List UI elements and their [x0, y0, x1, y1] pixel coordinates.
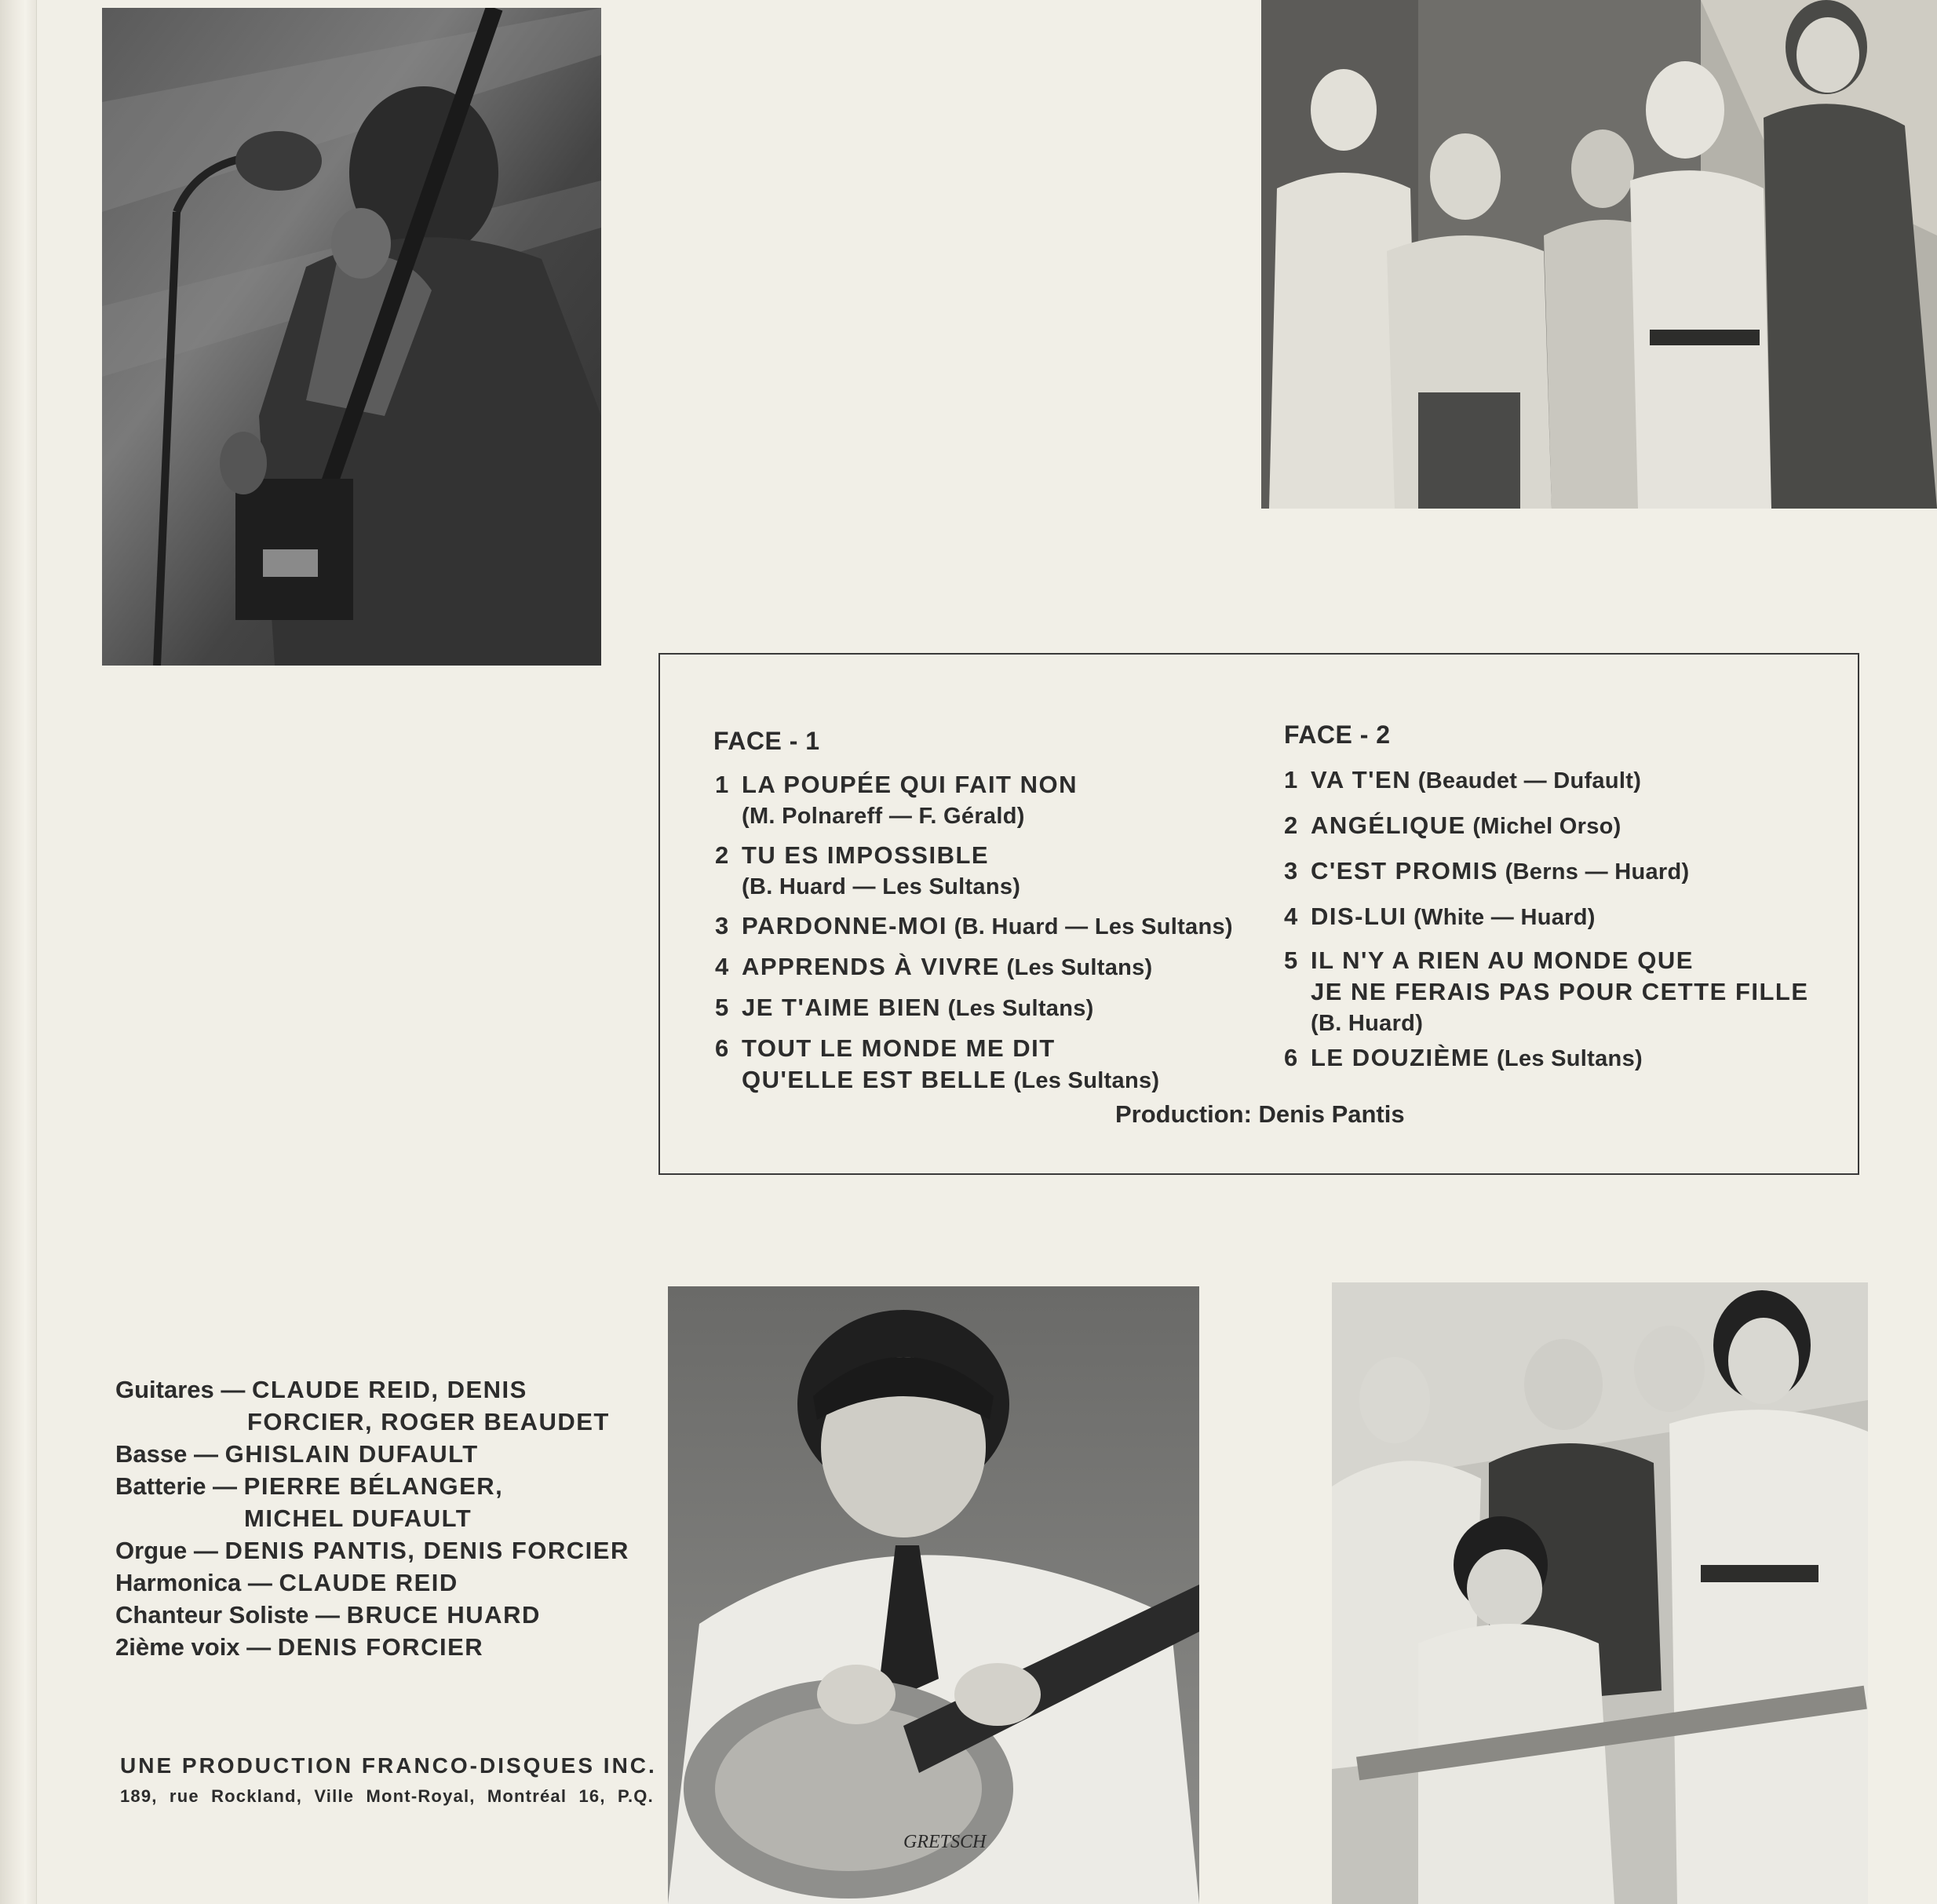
credit-guitares: Guitares — CLAUDE REID, DENIS [115, 1376, 527, 1403]
credit-chanteur-soliste: Chanteur Soliste — BRUCE HUARD [115, 1601, 541, 1629]
photo-performer-microphone [102, 8, 601, 666]
face-1-track-1: 1 LA POUPÉE QUI FAIT NON (M. Polnareff — F. Gérald) [715, 771, 1078, 829]
credit-batterie-cont: MICHEL DUFAULT [244, 1505, 472, 1532]
album-spine-edge [0, 0, 37, 1904]
credit-orgue: Orgue — DENIS PANTIS, DENIS FORCIER [115, 1537, 629, 1564]
credit-basse: Basse — GHISLAIN DUFAULT [115, 1440, 479, 1468]
tracklist-box [658, 653, 1859, 1175]
credit-batterie: Batterie — PIERRE BÉLANGER, [115, 1472, 504, 1500]
face-1-track-4: 4 APPRENDS À VIVRE (Les Sultans) [715, 953, 1153, 980]
credit-guitares-cont: FORCIER, ROGER BEAUDET [247, 1408, 610, 1435]
production-credit: Production: Denis Pantis [1115, 1100, 1405, 1128]
credit-harmonica: Harmonica — CLAUDE REID [115, 1569, 458, 1596]
musician-credits [115, 1373, 665, 1663]
photo-band-group-building [1261, 0, 1937, 509]
face-1-track-6: 6 TOUT LE MONDE ME DIT QU'ELLE EST BELLE (Les Sultans) [715, 1034, 1160, 1093]
face-2-track-5: 5 IL N'Y A RIEN AU MONDE QUE JE NE FERAIS PAS POUR CETTE FILLE (B. Huard) [1284, 947, 1809, 1036]
face-2-track-2: 2 ANGÉLIQUE (Michel Orso) [1284, 812, 1621, 839]
record-label-line: UNE PRODUCTION FRANCO-DISQUES INC. [120, 1753, 657, 1778]
record-label-address: 189, rue Rockland, Ville Mont-Royal, Montréal 16, P.Q. [120, 1786, 654, 1806]
face-1-track-5: 5 JE T'AIME BIEN (Les Sultans) [715, 994, 1094, 1021]
photo-band-group-outdoors [1332, 1282, 1868, 1904]
credit-deuxieme-voix: 2ième voix — DENIS FORCIER [115, 1633, 484, 1661]
face-1-track-2: 2 TU ES IMPOSSIBLE (B. Huard — Les Sultans) [715, 841, 1021, 899]
gretsch-logo: GRETSCH [903, 1832, 987, 1852]
face-1-heading: FACE - 1 [713, 727, 820, 755]
face-1-track-3: 3 PARDONNE-MOI (B. Huard — Les Sultans) [715, 912, 1233, 939]
face-2-track-1: 1 VA T'EN (Beaudet — Dufault) [1284, 766, 1642, 793]
face-2-heading: FACE - 2 [1284, 720, 1391, 749]
face-2-track-6: 6 LE DOUZIÈME (Les Sultans) [1284, 1044, 1643, 1071]
photo-guitarist-gretsch [668, 1286, 1199, 1904]
face-2-track-3: 3 C'EST PROMIS (Berns — Huard) [1284, 857, 1690, 885]
face-2-track-4: 4 DIS-LUI (White — Huard) [1284, 903, 1596, 930]
